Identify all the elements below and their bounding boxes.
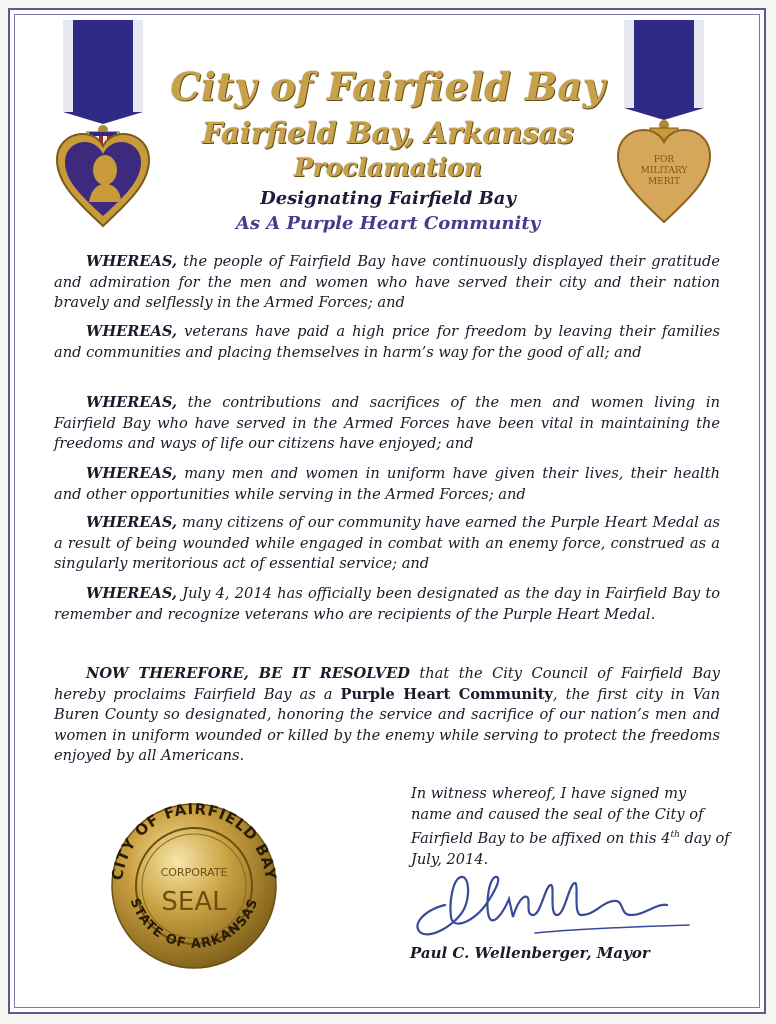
subtitle-line-1: Designating Fairfield Bay (260, 188, 516, 209)
signature-text: Wellenberger (405, 855, 412, 856)
whereas-lead: WHEREAS, (86, 323, 177, 340)
whereas-lead: WHEREAS, (86, 585, 177, 602)
seal-ring-bottom: STATE OF ARKANSAS (126, 896, 262, 953)
whereas-paragraph-1 (54, 252, 720, 314)
medal-text-line3: MERIT (647, 177, 681, 187)
whereas-paragraph-3 (54, 393, 720, 455)
city-seal (94, 786, 294, 986)
whereas-text: many citizens of our community have earned the Purple Heart Medal as a result of being wounded while engaged in combat with an enemy force, construed as a singularly meritorious act of essential service; and (54, 514, 720, 573)
witness-date: day of July, 2014. (411, 829, 730, 868)
proclamation-title: Proclamation (293, 153, 483, 182)
location-title: Fairfield Bay, Arkansas (202, 116, 574, 150)
whereas-paragraph-6 (54, 584, 720, 625)
resolution-text-before: that the City Council of Fairfield Bay hereby proclaims Fairfield Bay as a (54, 665, 720, 703)
whereas-text: the people of Fairfield Bay have continuously displayed their gratitude and admiration for the men and women who have served their city and their nation bravely and selflessly in the Armed Forces; and (54, 253, 720, 312)
medal-text-line2: MILITARY (640, 166, 688, 176)
resolution-emphasis: Purple Heart Community (340, 685, 553, 703)
whereas-lead: WHEREAS, (86, 394, 177, 411)
subtitle-line-2: As A Purple Heart Community (235, 213, 541, 234)
city-title: City of Fairfield Bay (170, 64, 606, 109)
whereas-text: the contributions and sacrifices of the men and women living in Fairfield Bay who have served in the Armed Forces have been vital in maintaining the freedoms and ways of life our citizens have enjoyed; and (54, 394, 720, 453)
whereas-text: many men and women in uniform have given their lives, their health and other opportunities while serving in the Armed Forces; and (54, 465, 720, 503)
seal-center-main: SEAL (161, 887, 227, 917)
whereas-paragraph-5 (54, 513, 720, 575)
resolution-lead: NOW THEREFORE, BE IT RESOLVED (86, 665, 410, 682)
resolution-paragraph (54, 664, 720, 767)
whereas-text: veterans have paid a high price for freedom by leaving their families and communities and placing themselves in harm’s way for the good of all; and (54, 323, 720, 361)
whereas-paragraph-2 (54, 322, 720, 363)
whereas-lead: WHEREAS, (86, 465, 177, 482)
medal-text-line1: FOR (653, 155, 675, 165)
whereas-paragraph-4 (54, 464, 720, 505)
witness-day-suffix: th (670, 830, 680, 840)
mayor-signature (405, 855, 695, 945)
resolution-text-after: , the first city in Van Buren County so designated, honoring the service and sacrifice of our nation’s men and women in uniform wounded or killed by the enemy while serving to protect the freedoms enjoyed by all Americans. (54, 685, 720, 765)
witness-text: In witness whereof, I have signed my name and caused the seal of the City of Fairfield Bay to be affixed on this (411, 785, 704, 847)
seal-center-top: CORPORATE (160, 866, 228, 879)
whereas-lead: WHEREAS, (86, 514, 177, 531)
seal-ring-top: CITY OF FAIRFIELD BAY (108, 799, 280, 882)
whereas-text: July 4, 2014 has officially been designated as the day in Fairfield Bay to remember and recognize veterans who are recipients of the Purple Heart Medal. (54, 585, 720, 623)
whereas-lead: WHEREAS, (86, 253, 177, 270)
mayor-name: Paul C. Wellenberger, Mayor (410, 944, 650, 962)
witness-day: 4 (661, 829, 671, 847)
